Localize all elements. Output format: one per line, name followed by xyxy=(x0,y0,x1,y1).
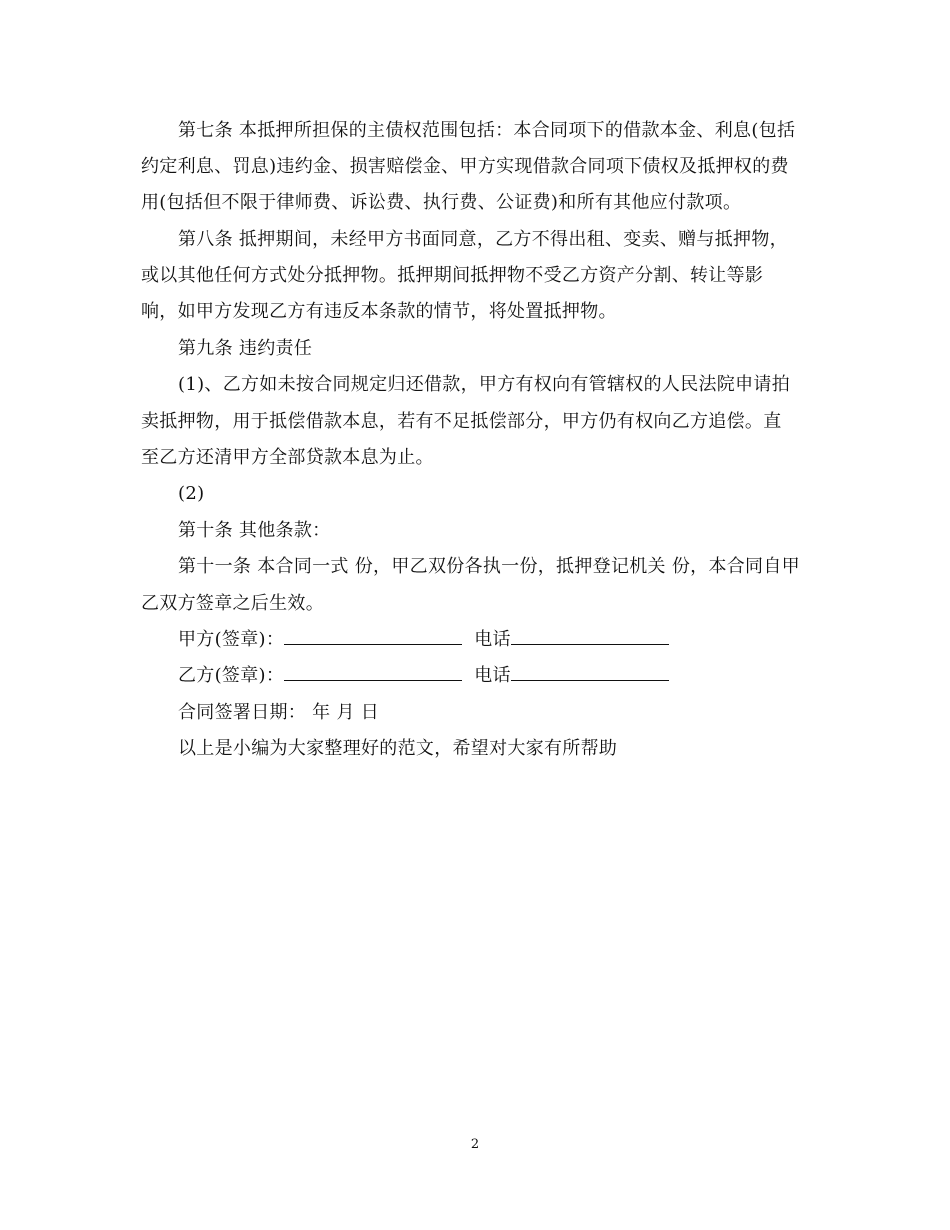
article11-line2: 乙双方签章之后生效。 xyxy=(141,593,324,614)
signature-row-party-b xyxy=(178,658,669,694)
party-b-signature-blank xyxy=(284,658,462,681)
party-a-phone-label: 电话 xyxy=(474,629,511,650)
article11-line1: 第十一条 本合同一式 份，甲乙双份各执一份，抵押登记机关 份，本合同自甲 xyxy=(178,556,800,577)
article9-item2: (2) xyxy=(178,483,205,504)
party-a-sign-label: 甲方(签章)： xyxy=(178,629,285,650)
signature-row-party-a xyxy=(178,622,669,658)
party-b-phone-blank xyxy=(511,658,669,681)
party-b-phone-label: 电话 xyxy=(474,665,511,686)
page-number: 2 xyxy=(470,1137,480,1152)
article9-item1-line1: (1)、乙方如未按合同规定归还借款，甲方有权向有管辖权的人民法院申请拍 xyxy=(178,374,790,395)
article10: 第十条 其他条款： xyxy=(178,520,331,541)
article7-line1: 第七条 本抵押所担保的主债权范围包括：本合同项下的借款本金、利息(包括 xyxy=(178,120,796,141)
party-b-sign-label: 乙方(签章)： xyxy=(178,665,285,686)
article8-line2: 或以其他任何方式处分抵押物。抵押期间抵押物不受乙方资产分割、转让等影 xyxy=(141,265,764,286)
article8-line3: 响，如甲方发现乙方有违反本条款的情节，将处置抵押物。 xyxy=(141,301,617,322)
article8-line1: 第八条 抵押期间，未经甲方书面同意，乙方不得出租、变卖、赠与抵押物， xyxy=(178,229,788,250)
article7-line2: 约定利息、罚息)违约金、损害赔偿金、甲方实现借款合同项下债权及抵押权的费 xyxy=(141,156,789,177)
closing-note: 以上是小编为大家整理好的范文，希望对大家有所帮助 xyxy=(178,738,618,759)
article9-item1-line3: 至乙方还清甲方全部贷款本息为止。 xyxy=(141,447,434,468)
party-a-phone-blank xyxy=(511,622,669,645)
article9-item1-line2: 卖抵押物，用于抵偿借款本息，若有不足抵偿部分，甲方仍有权向乙方追偿。直 xyxy=(141,411,782,432)
article7-line3: 用(包括但不限于律师费、诉讼费、执行费、公证费)和所有其他应付款项。 xyxy=(141,192,742,213)
sign-date: 合同签署日期： 年 月 日 xyxy=(178,702,380,723)
party-a-signature-blank xyxy=(284,622,462,645)
article9-title: 第九条 违约责任 xyxy=(178,338,313,359)
